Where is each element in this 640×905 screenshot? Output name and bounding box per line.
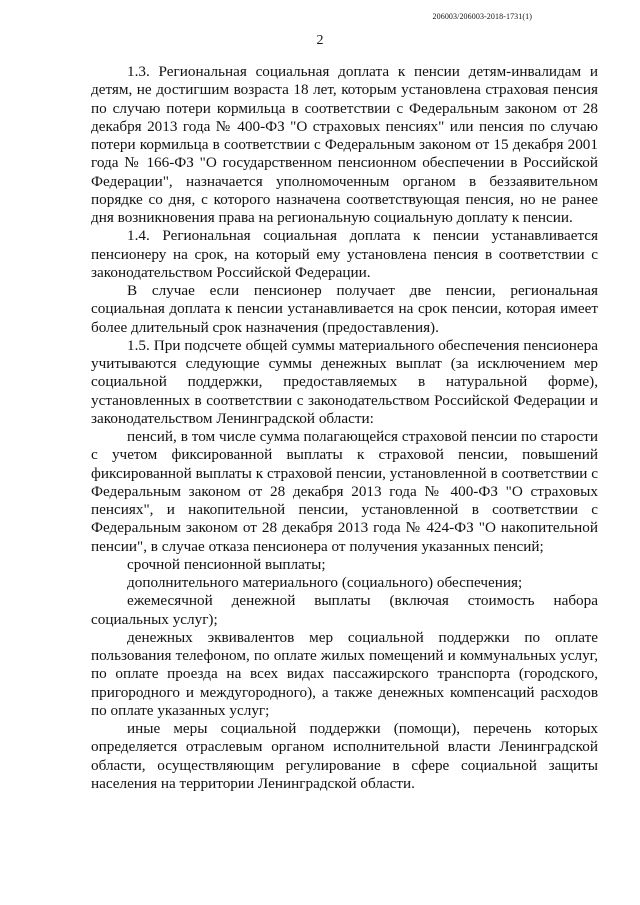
paragraph-1-3: 1.3. Региональная социальная доплата к пенсии детям-инвалидам и детям, не достигшим возраста 18 лет, которым установлена страховая пенсия по случаю потери кормильца в соответствии с Федеральным законом от 28 декабря 2013 года № 400-ФЗ "О страховых пенсиях" или пенсия по случаю потери кормильца в соответствии с Федеральным законом от 15 декабря 2001 года № 166-ФЗ "О государственном пенсионном обеспечении в Российской Федерации", назначается уполномоченным органом в беззаявительном порядке со дня, с которого назначена соответствующая пенсия, но не ранее дня возникновения права на региональную социальную доплату к пенсии.	[91, 63, 598, 226]
list-item-pensions: пенсий, в том числе сумма полагающейся страховой пенсии по старости с учетом фиксированной выплаты к страховой пенсии, повышений фиксированной выплаты к страховой пенсии, установленной в соответствии с Федеральным законом от 28 декабря 2013 года № 400-ФЗ "О страховых пенсиях", и накопительной пенсии, установленной в соответствии с Федеральным законом от 28 декабря 2013 года № 424-ФЗ "О накопительной пенсии", в случае отказа пенсионера от получения указанных пенсий;	[91, 428, 598, 555]
paragraph-two-pensions: В случае если пенсионер получает две пенсии, региональная социальная доплата к пенсии устанавливается на срок пенсии, которая имеет более длительный срок назначения (предоставления).	[91, 282, 598, 336]
document-id: 206003/206003-2018-1731(1)	[432, 12, 532, 21]
paragraph-1-4: 1.4. Региональная социальная доплата к пенсии устанавливается пенсионеру на срок, на который ему установлена пенсия в соответствии с законодательством Российской Федерации.	[91, 227, 598, 281]
page-number: 2	[316, 33, 324, 48]
document-body	[91, 63, 598, 793]
list-item-monthly-payment: ежемесячной денежной выплаты (включая стоимость набора социальных услуг);	[91, 592, 598, 628]
list-item-cash-equivalents: денежных эквивалентов мер социальной поддержки по оплате пользования телефоном, по оплате жилых помещений и коммунальных услуг, по оплате проезда на всех видах пассажирского транспорта (городского, пригородного и междугородного), а также денежных компенсаций расходов по оплате указанных услуг;	[91, 628, 598, 719]
paragraph-1-5: 1.5. При подсчете общей суммы материального обеспечения пенсионера учитываются следующие суммы денежных выплат (за исключением мер социальной поддержки, предоставляемых в натуральной форме), установленных в соответствии с законодательством Российской Федерации и законодательством Ленинградской области:	[91, 336, 598, 427]
list-item-other-measures: иные меры социальной поддержки (помощи), перечень которых определяется отраслевым органом исполнительной власти Ленинградской области, осуществляющим регулирование в сфере социальной защиты населения на территории Ленинградской области.	[91, 720, 598, 792]
list-item-urgent-payment: срочной пенсионной выплаты;	[127, 555, 326, 573]
list-item-additional-support: дополнительного материального (социального) обеспечения;	[127, 574, 523, 591]
